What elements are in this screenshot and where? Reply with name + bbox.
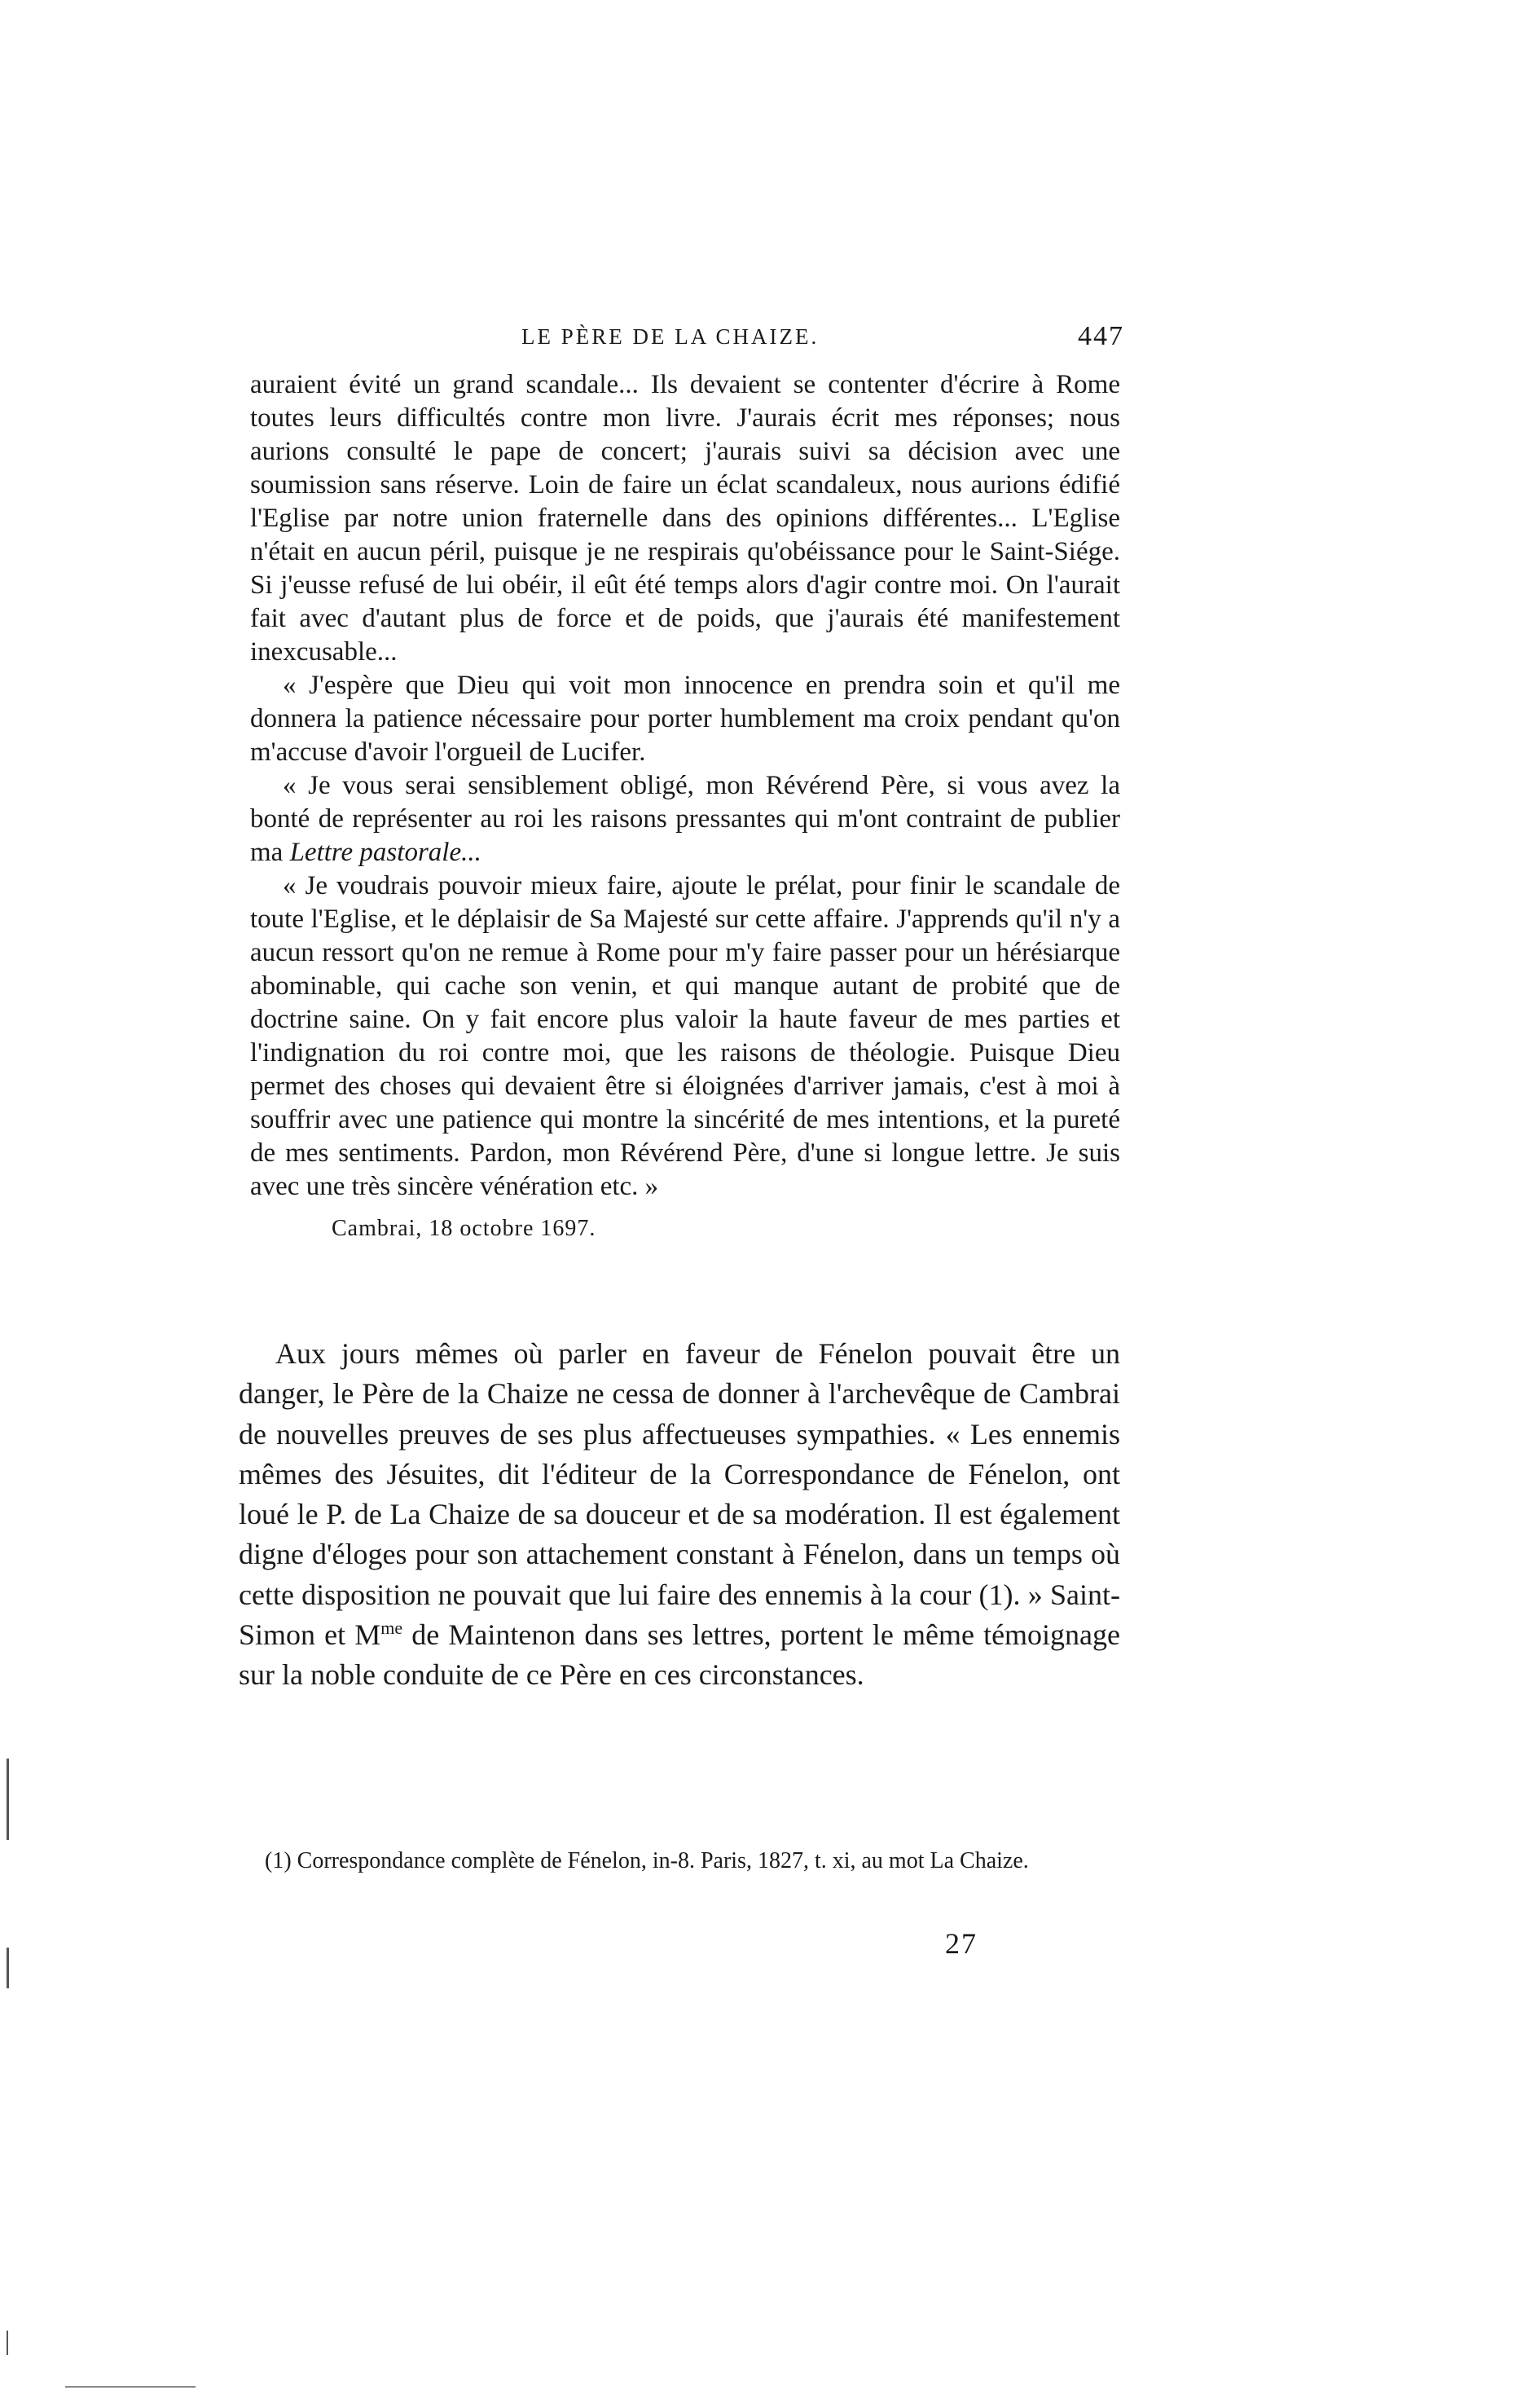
letter-paragraph [250,769,1120,869]
body-text-continued: de Maintenon dans ses lettres, portent le même témoignage sur la noble conduite de ce Père en ces circonstances. [239,1618,1121,1692]
scan-edge-mark [7,1759,9,1840]
letter-paragraph: « Je voudrais pouvoir mieux faire, ajoute le prélat, pour finir le scandale de toute l'Eglise, et le déplaisir de Sa Majesté sur cette affaire. J'apprends qu'il n'y a aucun ressort qu'on ne remue à Rome pour m'y faire passer pour un hérésiarque abominable, qui cache son venin, et qui manque autant de probité que de doctrine saine. On y fait encore plus valoir la haute faveur de mes parties et l'indignation du roi contre moi, que les raisons de théologie. Puisque Dieu permet des choses qui devaient être si éloignées d'arriver jamais, c'est à moi à souffrir avec une patience qui montre la sincérité de mes intentions, et la pureté de mes sentiments. Pardon, mon Révérend Père, d'une si longue lettre. Je suis avec une très sincère vénération etc. » [250,871,1120,1201]
scan-edge-mark [65,2386,196,2388]
running-title: LE PÈRE DE LA CHAIZE. [521,324,820,349]
page-number: 447 [1078,321,1124,351]
letter-signoff: Cambrai, 18 octobre 1697. [332,1216,596,1241]
letter-paragraph: auraient évité un grand scandale... Ils devaient se contenter d'écrire à Rome toutes leurs difficultés contre mon livre. J'aurais écrit mes réponses; nous aurions consulté le pape de concert; j'aurais suivi sa décision avec une soumission sans réserve. Loin de faire un éclat scandaleux, nous aurions édifié l'Eglise par notre union fraternelle dans des opinions différentes... L'Eglise n'était en aucun péril, puisque je ne respirais qu'obéissance pour le Saint-Siége. Si j'eusse refusé de lui obéir, il eût été temps alors d'agir contre moi. On l'aurait fait avec d'autant plus de force et de poids, que j'aurais été manifestement inexcusable... [250,370,1120,667]
italic-title: Lettre pastorale... [289,838,481,867]
letter-paragraph: « J'espère que Dieu qui voit mon innocence en prendra soin et qu'il me donnera la patience nécessaire pour porter humblement ma croix pendant qu'on m'accuse d'avoir l'orgueil de Lucifer. [250,671,1120,767]
superscript: me [380,1618,403,1639]
body-text: Aux jours mêmes où parler en faveur de Fénelon pouvait être un danger, le Père de la Chaize ne cessa de donner à l'archevêque de Cambrai de nouvelles preuves de ses plus affectueuses sympathies. « Les ennemis mêmes des Jésuites, dit l'éditeur de la Correspondance de Fénelon, ont loué le P. de La Chaize de sa douceur et de sa modération. Il est également digne d'éloges pour son attachement constant à Fénelon, dans un temps où cette disposition ne pouvait que lui faire des ennemis à la cour (1). » Saint-Simon et M [239,1337,1120,1652]
signature-mark: 27 [945,1927,978,1960]
running-head [244,321,1124,357]
scan-edge-mark [7,2331,8,2355]
footnote: (1) Correspondance complète de Fénelon, in-8. Paris, 1827, t. xi, au mot La Chaize. [265,1848,1029,1873]
main-text [239,1334,1120,1696]
letter-paragraph-text: « Je vous serai sensiblement obligé, mon Révérend Père, si vous avez la bonté de représenter au roi les raisons pressantes qui m'ont contraint de publier ma [250,771,1120,867]
body-paragraph [239,1334,1120,1696]
quoted-letter [250,368,1120,1245]
scan-edge-mark [7,1948,9,1988]
